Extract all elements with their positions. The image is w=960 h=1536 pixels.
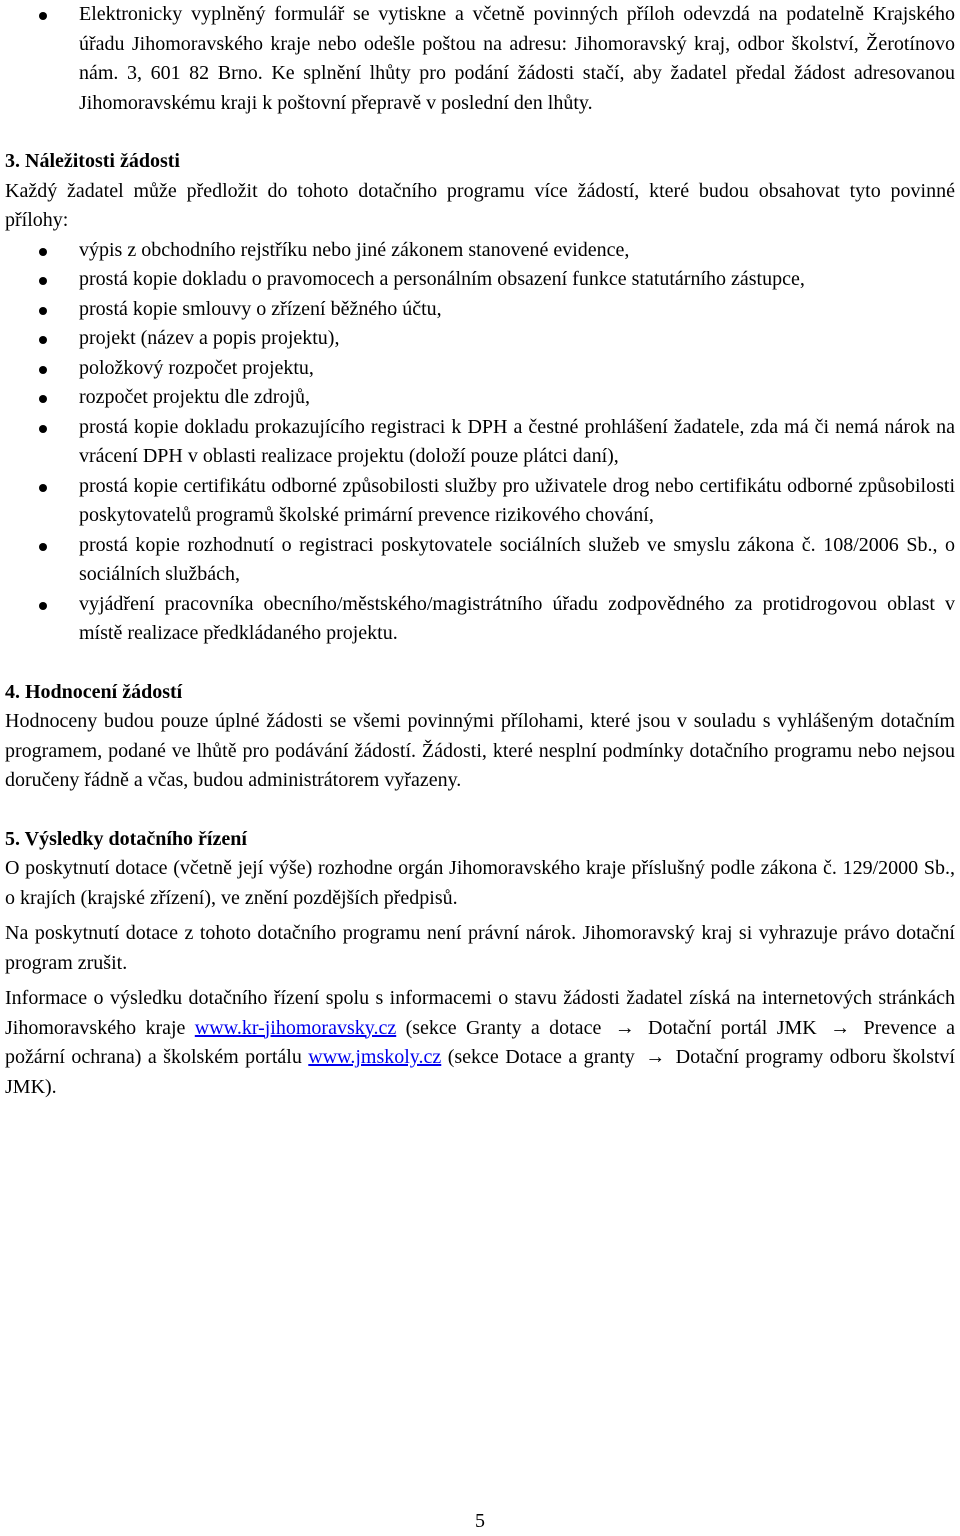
attachment-item-text: výpis z obchodního rejstříku nebo jiné zákonem stanovené evidence,	[79, 238, 630, 261]
attachment-item-text: projekt (název a popis projektu),	[79, 327, 340, 349]
paragraph-3-text: Dotační programy odboru školství JMK).	[5, 1046, 955, 1098]
list-item	[5, 590, 955, 649]
list-item	[5, 265, 955, 295]
section-5-paragraph-1: O poskytnutí dotace (včetně její výše) rozhodne orgán Jihomoravského kraje příslušný podle zákona č. 129/2000 Sb., o krajích (krajské zřízení), ve znění pozdějších předpisů.	[5, 857, 955, 909]
kr-jihomoravsky-link[interactable]: www.kr-jihomoravsky.cz	[194, 1016, 397, 1039]
attachment-item-text: rozpočet projektu dle zdrojů,	[79, 386, 311, 408]
intro-bullet-text: Elektronicky vyplněný formulář se vytiskne a včetně povinných příloh odevzdá na podatelně Krajského úřadu Jihomoravského kraje nebo odešle poštou na adresu: Jihomoravský kraj, odbor školství, Žerotínovo nám. 3, 601 82 Brno. Ke splnění lhůty pro podání žádosti stačí, aby žadatel předal žádost adresovanou Jihomoravskému kraji k poštovní přepravě v poslední den lhůty.	[79, 3, 955, 114]
list-item	[5, 0, 955, 118]
attachment-item-text: prostá kopie certifikátu odborné způsobilosti služby pro uživatele drog nebo certifikátu odborné způsobilosti poskytovatelů programů školské primární prevence rizikového chování,	[79, 474, 955, 526]
paragraph-3-text: Prevence a požární ochrana) a školském portálu	[5, 1016, 955, 1068]
section-5-paragraph-2: Na poskytnutí dotace z tohoto dotačního programu není právní nárok. Jihomoravský kraj si vyhrazuje právo dotační program zrušit.	[5, 922, 955, 974]
section-4-text: Hodnoceny budou pouze úplné žádosti se všemi povinnými přílohami, které jsou v souladu s vyhlášeným dotačním programem, podané ve lhůtě pro podávání žádostí. Žádosti, které nesplní podmínky dotačního programu nebo nejsou doručeny řádně a včas, budou administrátorem vyřazeny.	[5, 710, 955, 791]
bullet-icon	[39, 336, 47, 344]
list-item	[5, 472, 955, 531]
list-item	[5, 383, 955, 413]
attachment-item-text: prostá kopie dokladu o pravomocech a personálním obsazení funkce statutárního zástupce,	[79, 268, 805, 290]
bullet-icon	[39, 425, 47, 433]
right-arrow-icon: →	[645, 1046, 666, 1068]
section-3-intro: Každý žadatel může předložit do tohoto dotačního programu více žádostí, které budou obsahovat tyto povinné přílohy:	[5, 179, 955, 231]
list-item	[5, 354, 955, 384]
intro-bullet-list	[5, 0, 955, 118]
paragraph-3-text: Informace o výsledku dotačního řízení spolu s informacemi o stavu žádosti žadatel získá na internetových stránkách Jihomoravského kraje	[5, 987, 955, 1039]
section-5-paragraph-3	[5, 984, 955, 1102]
section-5-heading: 5. Výsledky dotačního řízení	[5, 827, 247, 850]
page-number: 5	[475, 1510, 485, 1532]
attachment-item-text: prostá kopie rozhodnutí o registraci poskytovatele sociálních služeb ve smyslu zákona č. 108/2006 Sb., o sociálních službách,	[79, 533, 955, 585]
list-item	[5, 295, 955, 325]
attachment-item-text: prostá kopie smlouvy o zřízení běžného účtu,	[79, 297, 442, 320]
jmskoly-link[interactable]: www.jmskoly.cz	[308, 1046, 442, 1068]
bullet-icon	[39, 602, 47, 610]
attachment-item-text: vyjádření pracovníka obecního/městského/magistrátního úřadu zodpovědného za protidrogovou oblast v místě realizace předkládaného projektu.	[79, 592, 955, 644]
attachment-item-text: prostá kopie dokladu prokazujícího registraci k DPH a čestné prohlášení žadatele, zda má či nemá nárok na vrácení DPH v oblasti realizace projektu (doloží pouze plátci daní),	[79, 415, 955, 467]
attachments-list	[5, 236, 955, 649]
right-arrow-icon: →	[614, 1016, 635, 1039]
bullet-icon	[39, 277, 47, 285]
bullet-icon	[39, 484, 47, 492]
paragraph-3-text: (sekce Granty a dotace	[396, 1016, 611, 1039]
list-item	[5, 413, 955, 472]
bullet-icon	[39, 248, 47, 256]
list-item	[5, 531, 955, 590]
bullet-icon	[39, 395, 47, 403]
paragraph-3-text: (sekce Dotace a granty	[441, 1046, 642, 1068]
bullet-icon	[39, 543, 47, 551]
section-3-heading: 3. Náležitosti žádosti	[5, 150, 180, 172]
paragraph-3-text: Dotační portál JMK	[638, 1016, 827, 1039]
bullet-icon	[39, 307, 47, 315]
bullet-icon	[39, 12, 47, 20]
right-arrow-icon: →	[830, 1016, 851, 1039]
list-item	[5, 236, 955, 266]
document-content	[5, 0, 955, 1102]
bullet-icon	[39, 366, 47, 374]
section-4-heading: 4. Hodnocení žádostí	[5, 680, 183, 703]
attachment-item-text: položkový rozpočet projektu,	[79, 356, 314, 379]
list-item	[5, 324, 955, 354]
